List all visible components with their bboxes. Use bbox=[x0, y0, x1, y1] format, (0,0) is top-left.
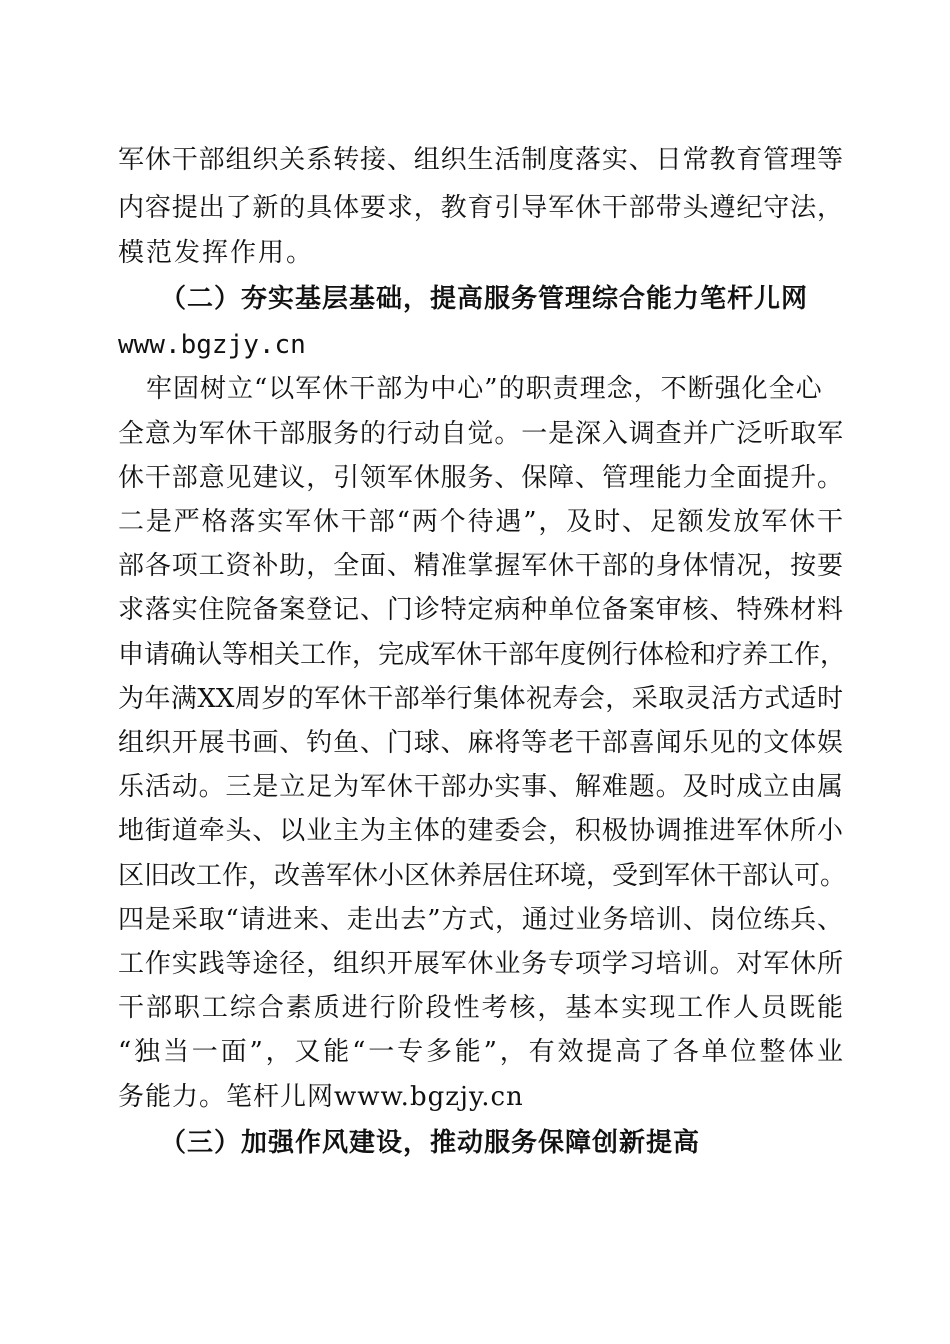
paragraph-line: 为年满XX周岁的军休干部举行集体祝寿会，采取灵活方式适时 bbox=[118, 684, 843, 714]
paragraph-line: 务能力。笔杆儿网www.bgzjy.cn bbox=[118, 1082, 524, 1112]
paragraph-line: 申请确认等相关工作，完成军休干部年度例行体检和疗养工作， bbox=[118, 640, 847, 670]
paragraph-line: 休干部意见建议，引领军休服务、保障、管理能力全面提升。 bbox=[118, 463, 843, 493]
section-heading-3: （三）加强作风建设，推动服务保障创新提高 bbox=[160, 1128, 701, 1158]
paragraph-line: 工作实践等途径，组织开展军休业务专项学习培训。对军休所 bbox=[118, 949, 843, 979]
paragraph-line: 区旧改工作，改善军休小区休养居住环境，受到军休干部认可。 bbox=[118, 861, 847, 891]
paragraph-line: 地街道牵头、以业主为主体的建委会，积极协调推进军休所小 bbox=[118, 816, 843, 846]
paragraph-line: 干部职工综合素质进行阶段性考核，基本实现工作人员既能 bbox=[118, 993, 843, 1023]
paragraph-line: 模范发挥作用。 bbox=[118, 238, 315, 268]
paragraph-line: “独当一面”，又能“一专多能”，有效提高了各单位整体业 bbox=[118, 1037, 843, 1067]
paragraph-line: 全意为军休干部服务的行动自觉。一是深入调查并广泛听取军 bbox=[118, 419, 843, 449]
section-heading-2-url: www.bgzjy.cn bbox=[118, 330, 306, 360]
section-heading-2: （二）夯实基层基础，提高服务管理综合能力笔杆儿网 bbox=[160, 284, 809, 314]
paragraph-line: 内容提出了新的具体要求，教育引导军休干部带头遵纪守法， bbox=[118, 193, 843, 223]
paragraph-line: 二是严格落实军休干部“两个待遇”，及时、足额发放军休干 bbox=[118, 507, 843, 537]
paragraph-line: 牢固树立“以军休干部为中心”的职责理念，不断强化全心 bbox=[146, 374, 823, 404]
paragraph-line: 部各项工资补助，全面、精准掌握军休干部的身体情况，按要 bbox=[118, 551, 843, 581]
paragraph-line: 四是采取“请进来、走出去”方式，通过业务培训、岗位练兵、 bbox=[118, 905, 843, 935]
paragraph-line: 组织开展书画、钓鱼、门球、麻将等老干部喜闻乐见的文体娱 bbox=[118, 728, 843, 758]
paragraph-line: 求落实住院备案登记、门诊特定病种单位备案审核、特殊材料 bbox=[118, 595, 843, 625]
paragraph-line: 军休干部组织关系转接、组织生活制度落实、日常教育管理等 bbox=[118, 145, 843, 175]
paragraph-line: 乐活动。三是立足为军休干部办实事、解难题。及时成立由属 bbox=[118, 772, 843, 802]
